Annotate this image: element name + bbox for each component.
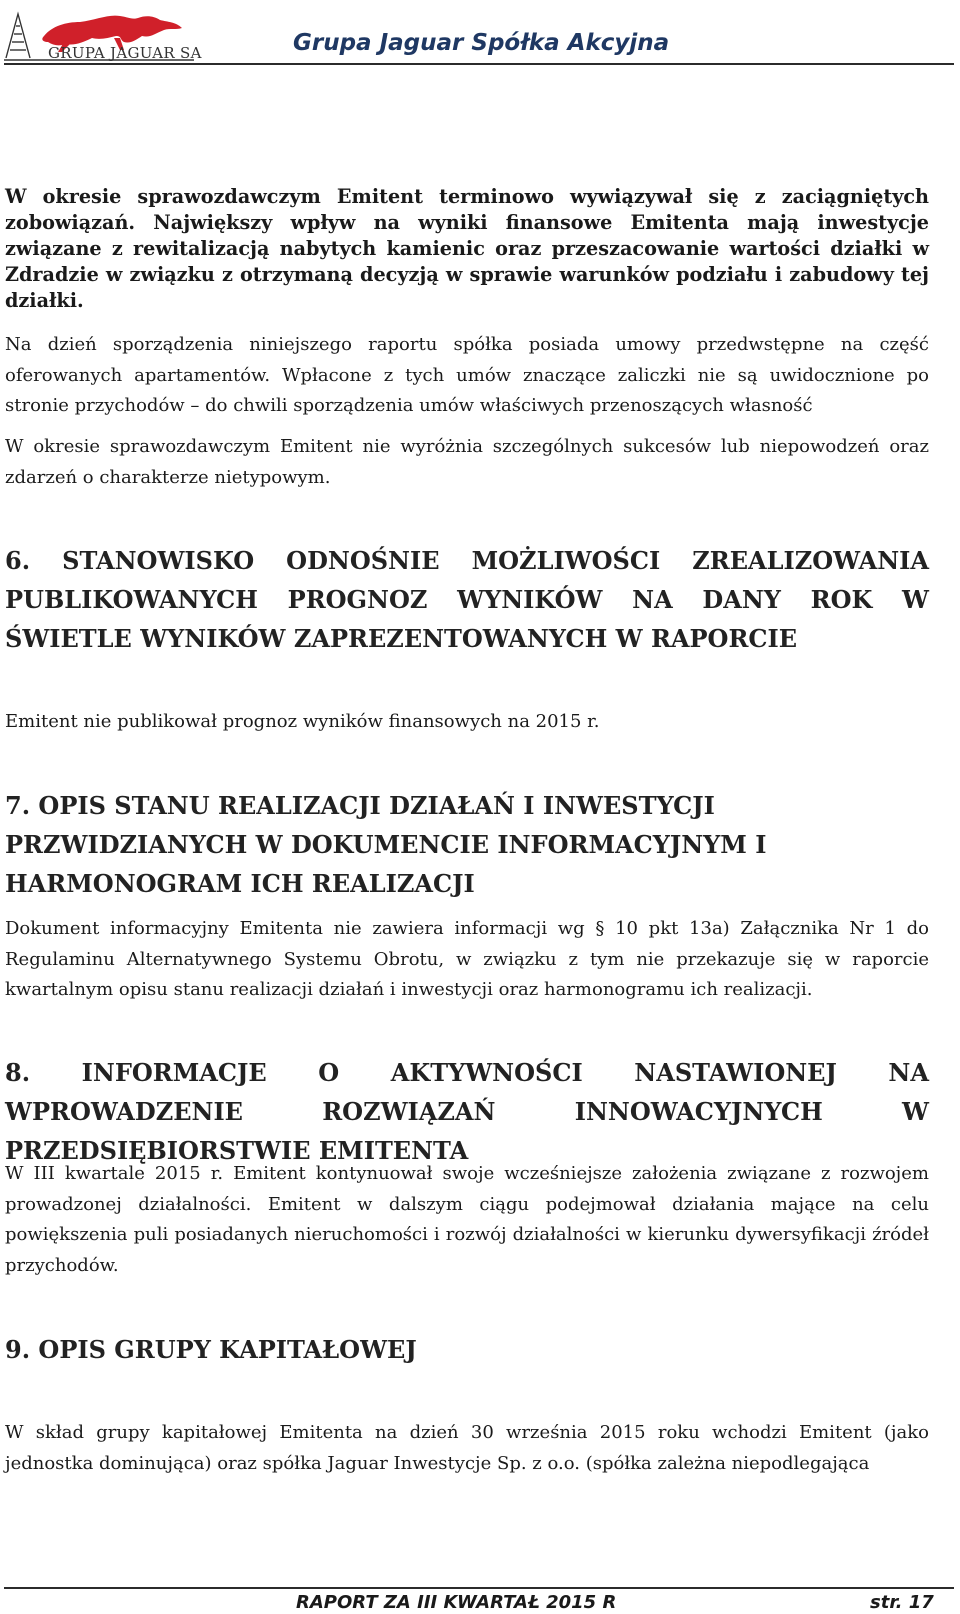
paragraph-forecasts: Emitent nie publikował prognoz wyników finansowych na 2015 r.	[5, 711, 600, 732]
paragraph-information-document: Dokument informacyjny Emitenta nie zawiera informacji wg § 10 pkt 13a) Załącznika Nr 1 do Regulaminu Alternatywnego Systemu Obrotu, w związku z tym nie przekazuje się w raporcie kwartalnym opisu stanu realizacji działań i inwestycji oraz harmonogramu ich realizacji.	[5, 918, 929, 1000]
logo-text: GRUPA JAGUAR SA	[48, 44, 202, 62]
paragraph-no-special-events: W okresie sprawozdawczym Emitent nie wyróżnia szczególnych sukcesów lub niepowodzeń oraz zdarzeń o charakterze nietypowym.	[5, 436, 929, 488]
section-heading-8: 8. INFORMACJE O AKTYWNOŚCI NASTAWIONEJ NA WPROWADZENIE ROZWIĄZAŃ INNOWACYJNYCH W PRZEDSIĘBIORSTWIE EMITENTA	[5, 1058, 929, 1165]
section-heading-9: 9. OPIS GRUPY KAPITAŁOWEJ	[5, 1335, 417, 1364]
paragraph-innovation: W III kwartale 2015 r. Emitent kontynuował swoje wcześniejsze założenia związane z rozwojem prowadzonej działalności. Emitent w dalszym ciągu podejmował działania mające na celu powiększenia puli posiadanych nieruchomości i rozwój działalności w kierunku dywersyfikacji źródeł przychodów.	[5, 1163, 929, 1276]
header-divider	[4, 63, 954, 65]
header-title: Grupa Jaguar Spółka Akcyjna	[293, 30, 670, 56]
section-heading-6: 6. STANOWISKO ODNOŚNIE MOŻLIWOŚCI ZREALIZOWANIA PUBLIKOWANYCH PROGNOZ WYNIKÓW NA DANY ROK W ŚWIETLE WYNIKÓW ZAPREZENTOWANYCH W RAPORCIE	[5, 546, 929, 653]
footer-divider	[4, 1587, 954, 1589]
paragraph-preliminary-agreements: Na dzień sporządzenia niniejszego raportu spółka posiada umowy przedwstępne na część oferowanych apartamentów. Wpłacone z tych umów znaczące zaliczki nie są uwidocznione po stronie przychodów – do chwili sporządzenia umów właściwych przenoszących własność	[5, 334, 929, 416]
paragraph-obligations: W okresie sprawozdawczym Emitent terminowo wywiązywał się z zaciągniętych zobowiązań. Największy wpływ na wyniki finansowe Emitenta mają inwestycje związane z rewitalizacją nabytych kamienic oraz przeszacowanie wartości działki w Zdradzie w związku z otrzymaną decyzją w sprawie warunków podziału i zabudowy tej działki.	[5, 185, 929, 312]
paragraph-capital-group: W skład grupy kapitałowej Emitenta na dzień 30 września 2015 roku wchodzi Emitent (jako jednostka dominująca) oraz spółka Jaguar Inwestycje Sp. z o.o. (spółka zależna niepodlegająca	[5, 1422, 929, 1474]
section-heading-7: 7. OPIS STANU REALIZACJI DZIAŁAŃ I INWESTYCJI PRZWIDZIANYCH W DOKUMENCIE INFORMACYJNYM I HARMONOGRAM ICH REALIZACJI	[5, 791, 767, 898]
page-header	[0, 0, 960, 66]
company-logo	[4, 6, 202, 62]
footer-page-number: str. 17	[870, 1592, 934, 1613]
footer-report-title: RAPORT ZA III KWARTAŁ 2015 R	[296, 1592, 617, 1613]
